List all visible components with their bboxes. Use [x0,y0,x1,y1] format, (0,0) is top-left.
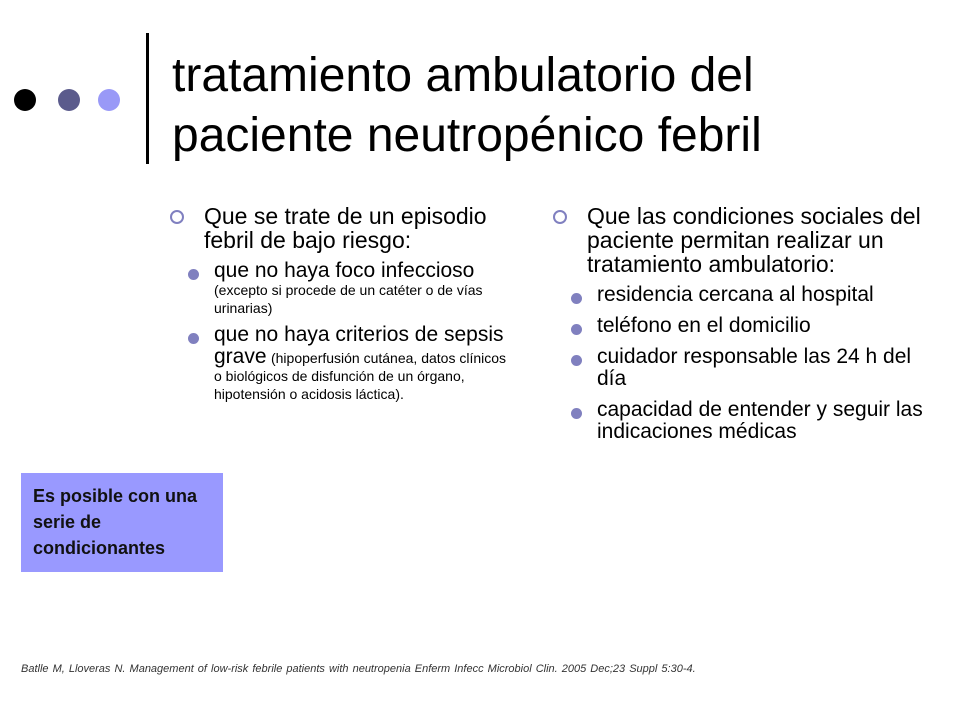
list-item-detail: (excepto si procede de un catéter o de vías urinarias) [214,282,483,316]
list-item [170,324,510,404]
list-item-main: que no haya criterios de sepsis grave [214,323,504,368]
reference-citation: Batlle M, Lloveras N. Management of low-risk febrile patients with neutropenia Enferm Infecc Microbiol Clin. 2005 Dec;23 Suppl 5:30-4. [21,663,696,675]
ring-bullet-icon [553,210,567,224]
list-item [553,346,933,390]
dot-bullet-icon [571,355,582,366]
left-column [170,204,510,410]
right-column [553,204,933,452]
dot-bullet-icon [188,269,199,280]
list-item [170,260,510,318]
list-item [553,399,933,443]
right-heading-text: Que las condiciones sociales del paciente permitan realizar un tratamiento ambulatorio: [587,203,921,277]
list-item-detail: (hipoperfusión cutánea, datos clínicos o biológicos de disfunción de un órgano, hipotensión o acidosis láctica). [214,350,507,402]
dot-bullet-icon [571,324,582,335]
dot-bullet-icon [571,408,582,419]
dot-bullet-icon [571,293,582,304]
list-item-main: que no haya foco infeccioso [214,259,475,282]
left-criteria-list [170,260,510,404]
slide-title-line-2: paciente neutropénico febril [172,109,762,162]
ring-bullet-icon [170,210,184,224]
list-item-main: teléfono en el domicilio [597,314,811,337]
list-item-main: capacidad de entender y seguir las indicaciones médicas [597,398,923,443]
right-heading [553,204,933,276]
list-item [553,284,933,306]
slide-title-line-1: tratamiento ambulatorio del [172,49,754,102]
left-heading-text: Que se trate de un episodio febril de bajo riesgo: [204,203,487,253]
list-item-main: cuidador responsable las 24 h del día [597,345,912,390]
slide-title [172,46,952,166]
left-heading [170,204,510,252]
title-divider [146,33,149,164]
callout-box: Es posible con una serie de condicionantes [21,473,223,572]
list-item-main: residencia cercana al hospital [597,283,874,306]
right-conditions-list [553,284,933,443]
decorative-dot-slate [58,89,80,111]
decorative-dot-black [14,89,36,111]
list-item [553,315,933,337]
decorative-dot-lavender [98,89,120,111]
dot-bullet-icon [188,333,199,344]
